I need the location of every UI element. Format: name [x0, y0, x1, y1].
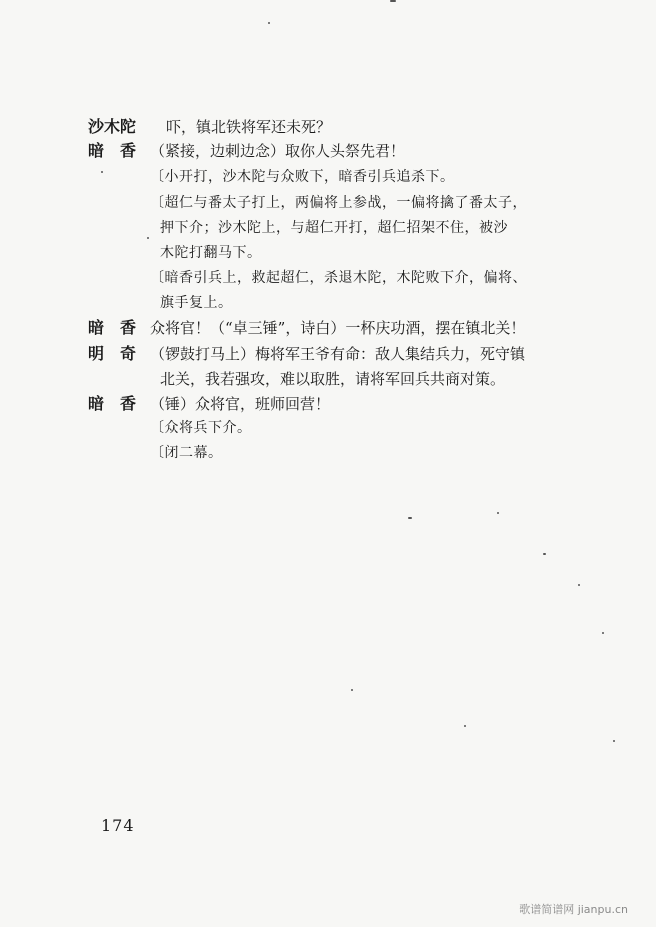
dialogue-line: （锤）众将官，班师回营！ [150, 395, 331, 413]
stage-direction: 〔超仁与番太子打上，两偏将上参战，一偏将擒了番太子， [150, 195, 527, 211]
scan-speck [543, 553, 546, 555]
scan-speck [351, 689, 353, 691]
scan-speck [613, 740, 615, 742]
stage-direction: 〔暗香引兵上，救起超仁，杀退木陀，木陀败下介，偏将、 [150, 270, 527, 286]
watermark-text: 歌谱简谱网 jianpu.cn [519, 903, 628, 916]
speaker-name: 沙木陀 [88, 117, 137, 136]
speaker-name: 暗 香 [88, 141, 137, 160]
scan-speck [390, 0, 396, 2]
stage-direction: 〔众将兵下介。 [150, 420, 252, 436]
scan-speck [147, 237, 149, 239]
stage-direction: 押下介；沙木陀上，与超仁开打，超仁招架不住，被沙 [160, 220, 508, 236]
scan-speck [578, 584, 580, 586]
dialogue-line: 北关，我若强攻，难以取胜，请将军回兵共商对策。 [160, 370, 506, 388]
scan-speck [602, 632, 604, 634]
speaker-name: 明 奇 [88, 344, 137, 363]
dialogue-line: （锣鼓打马上）梅将军王爷有命：敌人集结兵力，死守镇 [150, 345, 526, 363]
scan-speck [268, 22, 270, 24]
scan-speck [408, 517, 412, 519]
page-number: 174 [101, 816, 135, 835]
stage-direction: 〔闭二幕。 [150, 445, 223, 461]
speaker-name: 暗 香 [88, 318, 137, 337]
dialogue-line: 吓，镇北铁将军还未死？ [166, 118, 332, 136]
dialogue-line: 众将官！（“卓三锤”，诗白）一杯庆功酒，摆在镇北关！ [150, 319, 526, 337]
stage-direction: 旗手复上。 [160, 295, 233, 311]
dialogue-line: （紧接，边刺边念）取你人头祭先君！ [150, 142, 406, 160]
scan-speck [497, 512, 499, 514]
stage-direction: 木陀打翻马下。 [160, 245, 262, 261]
scan-speck [464, 725, 466, 727]
scan-speck [101, 171, 103, 173]
stage-direction: 〔小开打，沙木陀与众败下，暗香引兵追杀下。 [150, 169, 455, 185]
speaker-name: 暗 香 [88, 394, 137, 413]
